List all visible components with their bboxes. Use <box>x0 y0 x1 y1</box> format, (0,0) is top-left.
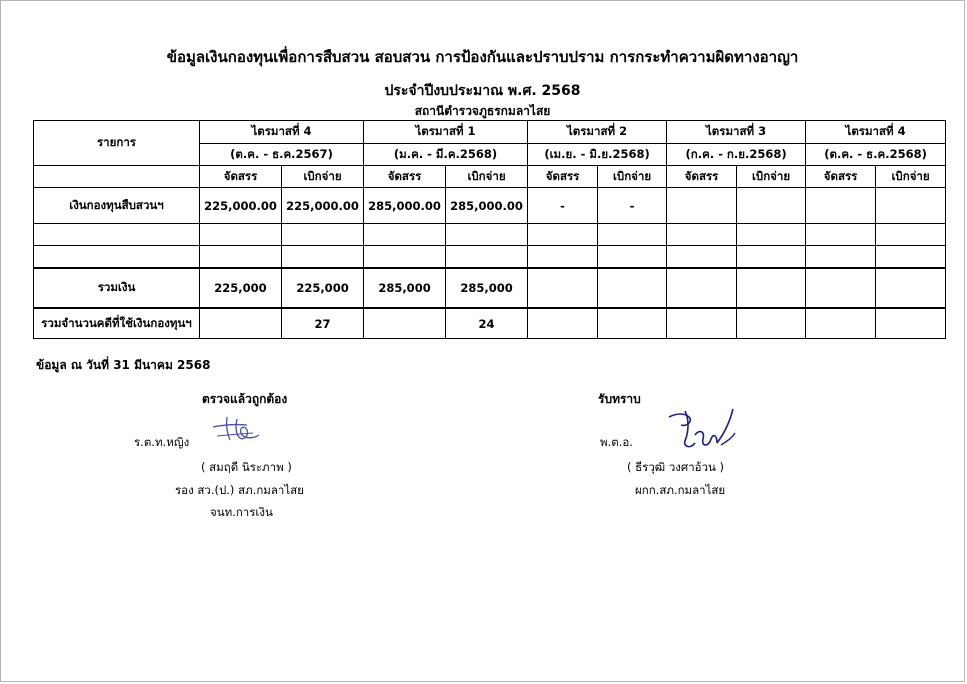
table-cell <box>528 224 598 246</box>
table-cell <box>446 246 528 269</box>
table-cell <box>598 268 667 308</box>
table-cell: 285,000.00 <box>364 188 446 224</box>
table-cell <box>446 224 528 246</box>
table-cell <box>200 224 282 246</box>
right-name: ( ธีรวุฒิ วงศาอ้วน ) <box>627 460 725 474</box>
table-cell <box>806 308 876 339</box>
total-row <box>34 268 946 308</box>
table-row <box>34 224 946 246</box>
table-cell: - <box>598 188 667 224</box>
quarter-period: (ต.ค. - ธ.ค.2567) <box>200 144 364 166</box>
table-cell <box>528 268 598 308</box>
left-name: ( สมฤดี นิระภาพ ) <box>201 460 292 474</box>
table-cell <box>200 308 282 339</box>
table-cell <box>282 246 364 269</box>
table-cell <box>364 224 446 246</box>
table-cell: 24 <box>446 308 528 339</box>
table-cell: 225,000 <box>200 268 282 308</box>
table-cell <box>876 308 946 339</box>
station-name: สถานีตำรวจภูธรกมลาไสย <box>414 104 551 118</box>
table-cell: 285,000 <box>446 268 528 308</box>
table-cell <box>806 246 876 269</box>
left-rank: ร.ต.ท.หญิง <box>134 435 190 449</box>
acknowledged-heading: รับทราบ <box>598 392 641 406</box>
left-position: รอง สว.(ป.) สภ.กมลาไสย <box>175 483 304 497</box>
table-cell: 285,000 <box>364 268 446 308</box>
disbursed-header: เบิกจ่าย <box>598 166 667 188</box>
table-cell: 225,000.00 <box>200 188 282 224</box>
disbursed-header: เบิกจ่าย <box>446 166 528 188</box>
table-cell <box>364 246 446 269</box>
quarter-name: ไตรมาสที่ 2 <box>528 121 667 144</box>
quarter-period: (เม.ย. - มิ.ย.2568) <box>528 144 667 166</box>
table-cell <box>876 246 946 269</box>
left-position-2: จนท.การเงิน <box>210 505 273 519</box>
quarter-name: ไตรมาสที่ 4 <box>200 121 364 144</box>
row-label <box>34 224 200 246</box>
quarter-period: (ต.ค. - ธ.ค.2568) <box>806 144 946 166</box>
fiscal-year-subtitle: ประจำปีงบประมาณ พ.ศ. 2568 <box>384 83 581 99</box>
allocated-header: จัดสรร <box>200 166 282 188</box>
table-cell <box>598 308 667 339</box>
row-label: รวมเงิน <box>34 268 200 308</box>
left-signature <box>209 413 265 445</box>
table-cell <box>737 308 806 339</box>
disbursed-header: เบิกจ่าย <box>876 166 946 188</box>
right-signature <box>665 405 739 453</box>
table-cell <box>364 308 446 339</box>
table-cell <box>667 224 737 246</box>
table-cell <box>528 308 598 339</box>
quarter-name: ไตรมาสที่ 1 <box>364 121 528 144</box>
case-count-row <box>34 308 946 339</box>
sub-header-row <box>34 166 946 188</box>
table-cell <box>667 188 737 224</box>
allocated-header: จัดสรร <box>528 166 598 188</box>
table-cell <box>737 268 806 308</box>
table-cell <box>598 224 667 246</box>
table-cell <box>667 246 737 269</box>
allocated-header: จัดสรร <box>806 166 876 188</box>
table-cell <box>282 224 364 246</box>
quarter-header-row <box>34 121 946 144</box>
table-cell: 27 <box>282 308 364 339</box>
document-title: ข้อมูลเงินกองทุนเพื่อการสืบสวน สอบสวน การป้องกันและปราบปราม การกระทำความผิดทางอาญา <box>166 48 799 66</box>
table-cell <box>806 268 876 308</box>
disbursed-header: เบิกจ่าย <box>737 166 806 188</box>
table-cell <box>200 246 282 269</box>
quarter-period: (ม.ค. - มี.ค.2568) <box>364 144 528 166</box>
table-cell <box>876 224 946 246</box>
right-position: ผกก.สภ.กมลาไสย <box>635 483 726 497</box>
table-cell <box>876 268 946 308</box>
table-cell <box>737 188 806 224</box>
quarter-name: ไตรมาสที่ 4 <box>806 121 946 144</box>
as-of-date: ข้อมูล ณ วันที่ 31 มีนาคม 2568 <box>36 358 211 372</box>
row-label: รวมจำนวนคดีที่ใช้เงินกองทุนฯ <box>34 308 200 339</box>
table-cell <box>667 268 737 308</box>
quarter-name: ไตรมาสที่ 3 <box>667 121 806 144</box>
budget-table <box>33 120 946 339</box>
table-cell <box>528 246 598 269</box>
table-cell: 225,000 <box>282 268 364 308</box>
verified-heading: ตรวจแล้วถูกต้อง <box>202 392 288 406</box>
blank-cell <box>34 166 200 188</box>
table-cell <box>806 188 876 224</box>
quarter-period: (ก.ค. - ก.ย.2568) <box>667 144 806 166</box>
table-cell <box>806 224 876 246</box>
table-row <box>34 246 946 269</box>
table-cell <box>598 246 667 269</box>
table-cell: 285,000.00 <box>446 188 528 224</box>
allocated-header: จัดสรร <box>364 166 446 188</box>
table-cell <box>876 188 946 224</box>
right-rank: พ.ต.อ. <box>600 435 633 449</box>
allocated-header: จัดสรร <box>667 166 737 188</box>
disbursed-header: เบิกจ่าย <box>282 166 364 188</box>
item-header: รายการ <box>34 121 200 166</box>
row-label <box>34 246 200 269</box>
table-row <box>34 188 946 224</box>
row-label: เงินกองทุนสืบสวนฯ <box>34 188 200 224</box>
table-cell <box>737 224 806 246</box>
table-cell <box>667 308 737 339</box>
table-cell <box>737 246 806 269</box>
table-cell: 225,000.00 <box>282 188 364 224</box>
table-cell: - <box>528 188 598 224</box>
